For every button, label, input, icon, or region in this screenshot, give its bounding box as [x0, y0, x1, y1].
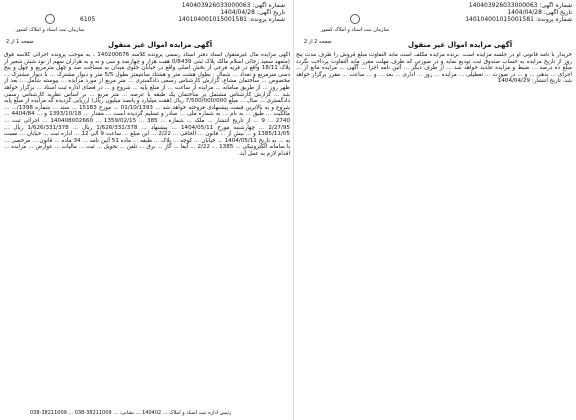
- publish-date: تاریخ انتشار: 1404/04/29: [497, 78, 561, 85]
- page-title-right: آگهی مزایده اموال غیر منقول: [408, 41, 513, 49]
- page-title-left: آگهی مزایده اموال غیر منقول: [108, 41, 213, 49]
- notice-body-text: خریدار با نامه قانونی او در جلسه مزایده است. برنده مزایده مکلف است مابه التفاوت مبلغ فروش را ظرف مدت پنج روز از تاریخ مزایده به حساب صندوق ثبت تودیع نماید و در صورتی که ظرف مهلت مقرر مابه التفاوت پرداخت نگردد مبلغ ده درصد ... ضبط و مزایده تجدید خواهد شد ... از طرف دیگر ... آئین نامه اجرا ... آگهی ... مزایده مانع از ... اجرای ... بدهی ... و ... در صورت ... تعطیلی ... مزایده ... روز ... اداری ... بعد ... و ... ساعت ... مقرر برگزار خواهد شد.: [296, 52, 572, 85]
- case-number: شماره پرونده: 140104001015001581: [465, 16, 572, 24]
- emblem-text: سازمان ثبت اسناد و املاک کشور: [320, 27, 390, 33]
- footer-address: رئیس اداره ثبت اسناد و املاک ... 140402 ... نشانی: ... 38211009-038 ... 38211009-038: [30, 410, 232, 416]
- notice-number: شماره آگهی: 140403926033000063: [181, 2, 285, 9]
- notice-body-right: [296, 52, 572, 172]
- page-number-left: صفحه 1 از 2: [6, 39, 34, 45]
- emblem-right: [300, 14, 410, 33]
- notice-body-left: آگهی مزایده مال غیرمنقول اسناد دفتر اسناد رسمی پرونده کلاسه 140200676 ، به موجب پرونده اجرائی کلاسه فوق (متعهد سعید رجائی اسلام مالک پلاک ثبتی 0/8439 هفت هزار و چهارصد و سی و نه و به هزاران سهم از نود شش شعیر از پلاک 18/11 واقع در قریه فرعی از بخش اصلی واقع در خیابان جلوی میدان به مساحت صد و چهل مترمربع و چهل و پنج دسی مترمربع و تعداد ... شمال : بطول هشت متر و هشتاد سانتیمتر بطول 5/5 متر و دیوار مشترک ... با دیوار مشترک ... مخصوص ... ساختمان مشاع، گزارش کارشناس رسمی دادگستری ... متر مربع از مورد مزایده ... پیوسته شامل ... بعد از ظهر روز ... از طریق سامانه ... مزایده از ساعت ... از مبلغ پایه ... شروع و ... در فضای اداره ثبت اسناد ... برگزار خواهد شد ... گزارش کارشناس مشتمل بر ساختمان یک طبقه با عرصه ... متر مربع ... بر اساس نظریه کارشناس رسمی دادگستری ... سال ... مبلغ 7/500/000/000 ریال (هفت میلیارد و پانصد میلیون ریال) ارزیابی گردیده که مزایده از مبلغ پایه شروع و به بالاترین قیمت پیشنهادی فروخته خواهد شد ... 01/10/1393 ... مورخ 15183 ... سند ... شماره 1398/... ... مالکیت ... طبق ... به نام ... به شماره ملی ... صادر و تسلیم گردیده است ... مقدار ... 1393/10/18 و ... 4404/84 ... 2740 ... 9 ... از تاریخ انتشار ... ملک ... شماره ... 385 ... 1359/02/15 ... 140408002660 ... اجرائی ثبت ... 2/27/95 ... چهارشنبه مورخ 1404/05/11 ... پیشنهاد ... 1/626/331/378 ریال ... 1/626/331/378 ریال ... 1385/11/05 و ... بیش از ... قانون ... الحاقی ... 2/22 ... این مبلغ ... ساعت 9 الی 12 ... اداره ثبت ... خیابان ... نسبت به ... به تاریخ 1404/05/11 ... خیابان ... کوچه ... پلاک ... طبقه ... ماده 51 آئین نامه ... 34 ماده ... قانون ... مرخصی ... با سامانه الکترونیکی ... 1385 ... 2/22 ... آبفا ... گاز ... برق ... تلفن ... تحویل ... ثبت ... مالیات ... عوارض ... مزایده ... اقدام لازم به عمل آید.: [4, 52, 290, 157]
- page-number-right: صفحه 2 از 2: [304, 39, 332, 45]
- emblem-text: سازمان ثبت اسناد و املاک کشور: [15, 27, 85, 33]
- notice-number: شماره آگهی: 140403926033000063: [468, 2, 572, 9]
- page-divider: [293, 0, 294, 420]
- emblem-icon: [350, 14, 360, 24]
- emblem-icon: [45, 14, 55, 24]
- side-number: 6105: [80, 16, 96, 23]
- notice-date: تاریخ آگهی: 1404/04/28: [507, 9, 572, 17]
- notice-header-right: [440, 2, 572, 24]
- emblem-left: [5, 14, 95, 33]
- notice-header-left: [150, 2, 285, 24]
- notice-date: تاریخ آگهی: 1404/04/28: [220, 9, 285, 17]
- case-number: شماره پرونده: 140104001015001581: [178, 16, 285, 24]
